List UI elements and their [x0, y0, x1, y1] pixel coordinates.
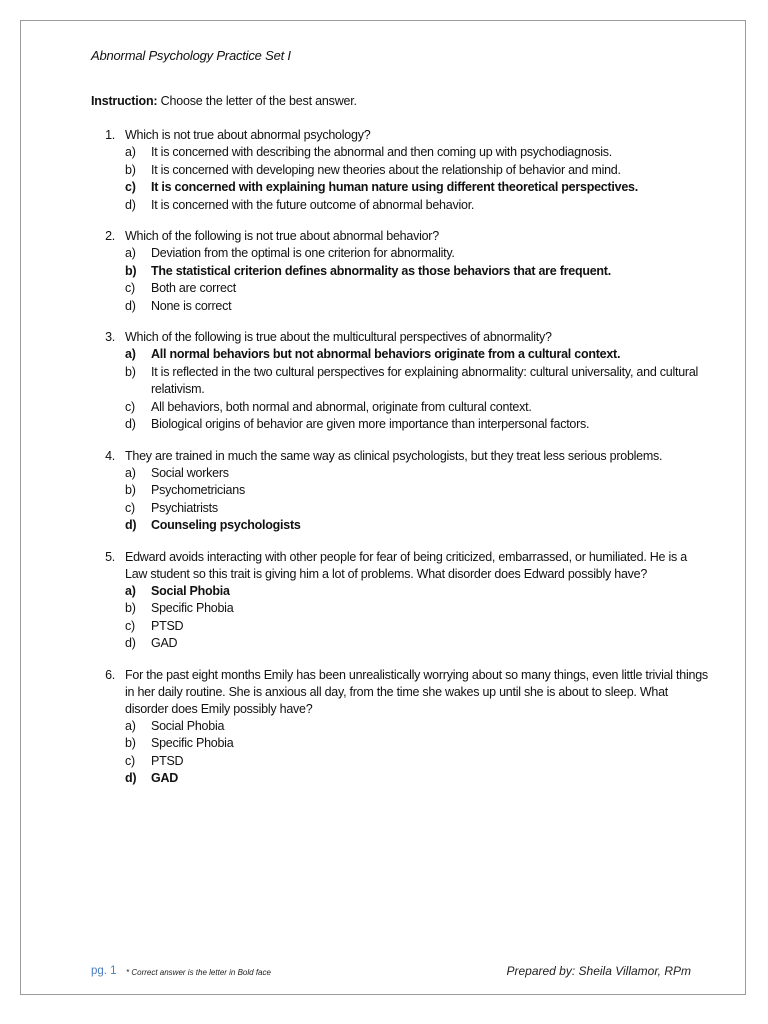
option-text: Deviation from the optimal is one criterion for abnormality. — [151, 246, 455, 260]
option-letter: c) — [125, 753, 135, 768]
prepared-by: Prepared by: Sheila Villamor, RPm — [506, 964, 691, 978]
option-text: None is correct — [151, 298, 232, 313]
option-letter: d) — [125, 518, 137, 532]
option-text: Counseling psychologists — [151, 518, 301, 532]
question-stem — [91, 667, 711, 718]
question-text: For the past eight months Emily has been unrealistically worrying about so many things, even little trivial things in her daily routine. She is anxious all day, from the time she wakes up until she is about to sleep. What disorder does Emily possibly have? — [125, 667, 708, 716]
question-item — [91, 127, 711, 214]
option-letter: a) — [125, 718, 136, 733]
option-text: GAD — [151, 771, 179, 785]
option-letter: c) — [125, 618, 135, 633]
option-letter: a) — [125, 347, 136, 361]
option-text: Social Phobia — [151, 718, 225, 733]
option-letter: a) — [125, 246, 136, 260]
option-text: Social workers — [151, 465, 229, 480]
option-item — [125, 600, 711, 618]
option-letter: b) — [125, 162, 136, 177]
page-number: pg. 1 — [91, 965, 117, 977]
question-number: 6. — [105, 667, 115, 682]
correct-option — [125, 179, 711, 197]
question-item — [91, 448, 711, 535]
option-item — [125, 298, 711, 316]
option-item — [125, 197, 711, 215]
question-stem — [91, 448, 711, 465]
footnote: * Correct answer is the letter in Bold face — [126, 968, 271, 977]
correct-option — [125, 583, 711, 601]
option-item — [125, 280, 711, 298]
option-letter: b) — [125, 483, 136, 497]
option-letter: b) — [125, 263, 137, 278]
question-stem — [91, 127, 711, 144]
option-item — [125, 465, 711, 483]
instruction — [91, 94, 357, 108]
option-letter: a) — [125, 583, 136, 598]
instruction-text: Choose the letter of the best answer. — [157, 94, 357, 108]
question-text: They are trained in much the same way as clinical psychologists, but they treat less serious problems. — [125, 448, 663, 463]
option-letter: b) — [125, 364, 136, 379]
option-item — [125, 416, 711, 434]
question-number: 4. — [105, 448, 115, 463]
option-item — [125, 500, 711, 518]
option-text: Specific Phobia — [151, 601, 234, 615]
option-text: All normal behaviors but not abnormal behaviors originate from a cultural context. — [151, 347, 621, 361]
option-item — [125, 735, 711, 753]
question-item — [91, 549, 711, 653]
option-item — [125, 753, 711, 771]
option-letter: d) — [125, 417, 136, 431]
option-letter: d) — [125, 298, 136, 313]
option-letter: c) — [125, 399, 135, 414]
correct-option — [125, 770, 711, 788]
question-item — [91, 329, 711, 434]
option-text: Psychometricians — [151, 483, 245, 497]
option-letter: b) — [125, 601, 136, 615]
question-stem — [91, 228, 711, 245]
option-list — [125, 583, 711, 653]
option-text: It is concerned with the future outcome of abnormal behavior. — [151, 197, 475, 212]
option-item — [125, 618, 711, 636]
option-text: It is concerned with developing new theories about the relationship of behavior and mind. — [151, 162, 621, 177]
option-letter: c) — [125, 500, 135, 515]
option-item — [125, 245, 711, 263]
document-page — [20, 20, 746, 995]
correct-option — [125, 263, 711, 281]
option-text: Psychiatrists — [151, 500, 218, 515]
option-text: Social Phobia — [151, 583, 230, 598]
option-letter: c) — [125, 281, 135, 295]
option-letter: a) — [125, 465, 136, 480]
option-text: All behaviors, both normal and abnormal, originate from cultural context. — [151, 399, 532, 414]
option-item — [125, 482, 711, 500]
option-text: It is reflected in the two cultural perspectives for explaining abnormality: cultural universality, and cultural relativism. — [151, 364, 699, 396]
option-text: Specific Phobia — [151, 736, 234, 750]
question-number: 2. — [105, 229, 115, 243]
question-text: Edward avoids interacting with other people for fear of being criticized, embarrassed, or humiliated. He is a Law student so this trait is giving him a lot of problems. What disorder does Edward possibly have? — [125, 549, 687, 581]
option-list — [125, 718, 711, 788]
option-text: It is concerned with explaining human nature using different theoretical perspectives. — [151, 180, 638, 194]
page-footer — [91, 964, 691, 984]
option-item — [125, 635, 711, 653]
instruction-label: Instruction: — [91, 94, 158, 108]
question-text: Which is not true about abnormal psychology? — [125, 128, 371, 142]
correct-option — [125, 517, 711, 535]
option-item — [125, 364, 711, 399]
option-text: PTSD — [151, 618, 184, 633]
question-number: 1. — [105, 128, 115, 142]
question-text: Which of the following is not true about abnormal behavior? — [125, 229, 439, 243]
option-text: It is concerned with describing the abnormal and then coming up with psychodiagnosis. — [151, 145, 612, 159]
option-list — [125, 465, 711, 535]
option-text: GAD — [151, 636, 178, 650]
option-text: The statistical criterion defines abnormality as those behaviors that are frequent. — [151, 263, 611, 278]
option-item — [125, 144, 711, 162]
option-item — [125, 399, 711, 417]
option-text: Both are correct — [151, 281, 236, 295]
option-list — [125, 245, 711, 315]
option-text: PTSD — [151, 753, 184, 768]
question-number: 5. — [105, 549, 115, 564]
option-list — [125, 346, 711, 434]
question-text: Which of the following is true about the multicultural perspectives of abnormality? — [125, 330, 552, 344]
question-number: 3. — [105, 330, 115, 344]
question-item — [91, 228, 711, 315]
option-list — [125, 144, 711, 214]
question-stem — [91, 329, 711, 346]
option-letter: d) — [125, 636, 136, 650]
option-letter: d) — [125, 197, 136, 212]
correct-option — [125, 346, 711, 364]
option-letter: a) — [125, 145, 136, 159]
option-text: Biological origins of behavior are given more importance than interpersonal factors. — [151, 417, 590, 431]
option-item — [125, 162, 711, 180]
document-title: Abnormal Psychology Practice Set I — [91, 48, 291, 63]
option-letter: b) — [125, 736, 136, 750]
question-item — [91, 667, 711, 788]
question-stem — [91, 549, 711, 583]
option-letter: c) — [125, 180, 136, 194]
option-item — [125, 718, 711, 736]
question-list — [91, 127, 711, 802]
option-letter: d) — [125, 771, 137, 785]
